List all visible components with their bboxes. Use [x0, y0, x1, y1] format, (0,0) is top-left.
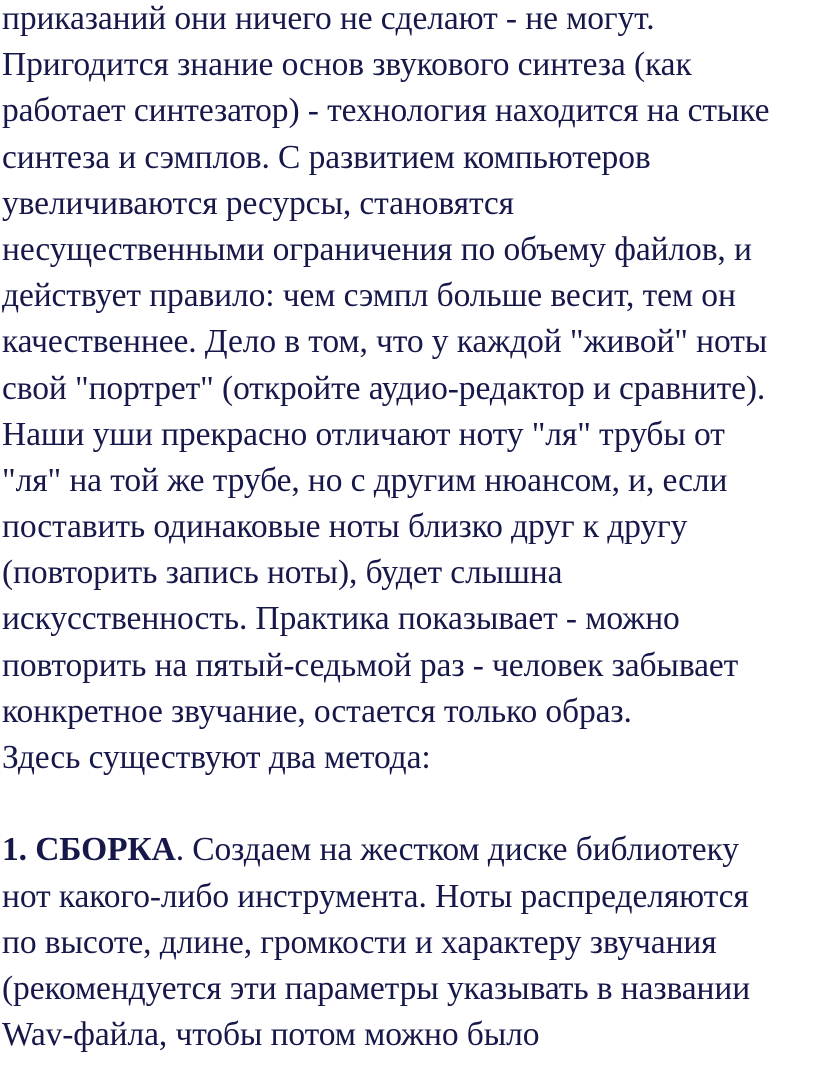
text-line: (повторить запись ноты), будет слышна [2, 554, 563, 592]
paragraph-spacer [2, 781, 814, 827]
text-line: свой "портрет" (откройте аудио-редактор и сравните). [2, 369, 766, 407]
method-first-line [2, 827, 814, 873]
text-line: конкретное звучание, остается только образ. [2, 692, 632, 730]
document-page [2, 0, 814, 1058]
text-line: по высоте, длине, громкости и характеру звучания [2, 923, 717, 961]
text-line: увеличиваются ресурсы, становятся [2, 184, 514, 222]
text-line: качественнее. Дело в том, что у каждой "живой" ноты [2, 323, 768, 361]
text-line: нот какого-либо инструмента. Ноты распределяются [2, 877, 749, 915]
text-line: (рекомендуется эти параметры указывать в названии [2, 969, 751, 1007]
text-line: Wav-файла, чтобы потом можно было [2, 1016, 540, 1054]
method-first-line-text: . Создаем на жестком диске библиотеку [175, 831, 739, 869]
method-section [2, 827, 814, 1058]
text-line: приказаний они ничего не сделают - не могут. [2, 0, 655, 37]
method-heading: 1. СБОРКА [2, 831, 176, 869]
text-line: синтеза и сэмплов. С развитием компьютеров [2, 138, 651, 176]
text-line: искусственность. Практика показывает - можно [2, 600, 680, 638]
text-line: работает синтезатор) - технология находится на стыке [2, 92, 770, 130]
text-line: Пригодится знание основ звукового синтеза (как [2, 46, 692, 84]
text-line: действует правило: чем сэмпл больше весит, тем он [2, 277, 736, 315]
text-line: Наши уши прекрасно отличают ноту "ля" трубы от [2, 415, 725, 453]
text-line: "ля" на той же трубе, но с другим нюансом, и, если [2, 461, 728, 499]
body-paragraph [2, 0, 814, 781]
text-line: Здесь существуют два метода: [2, 739, 431, 776]
text-line: поставить одинаковые ноты близко друг к другу [2, 508, 688, 546]
text-line: несущественными ограничения по объему файлов, и [2, 230, 752, 268]
text-line: повторить на пятый-седьмой раз - человек забывает [2, 646, 739, 684]
